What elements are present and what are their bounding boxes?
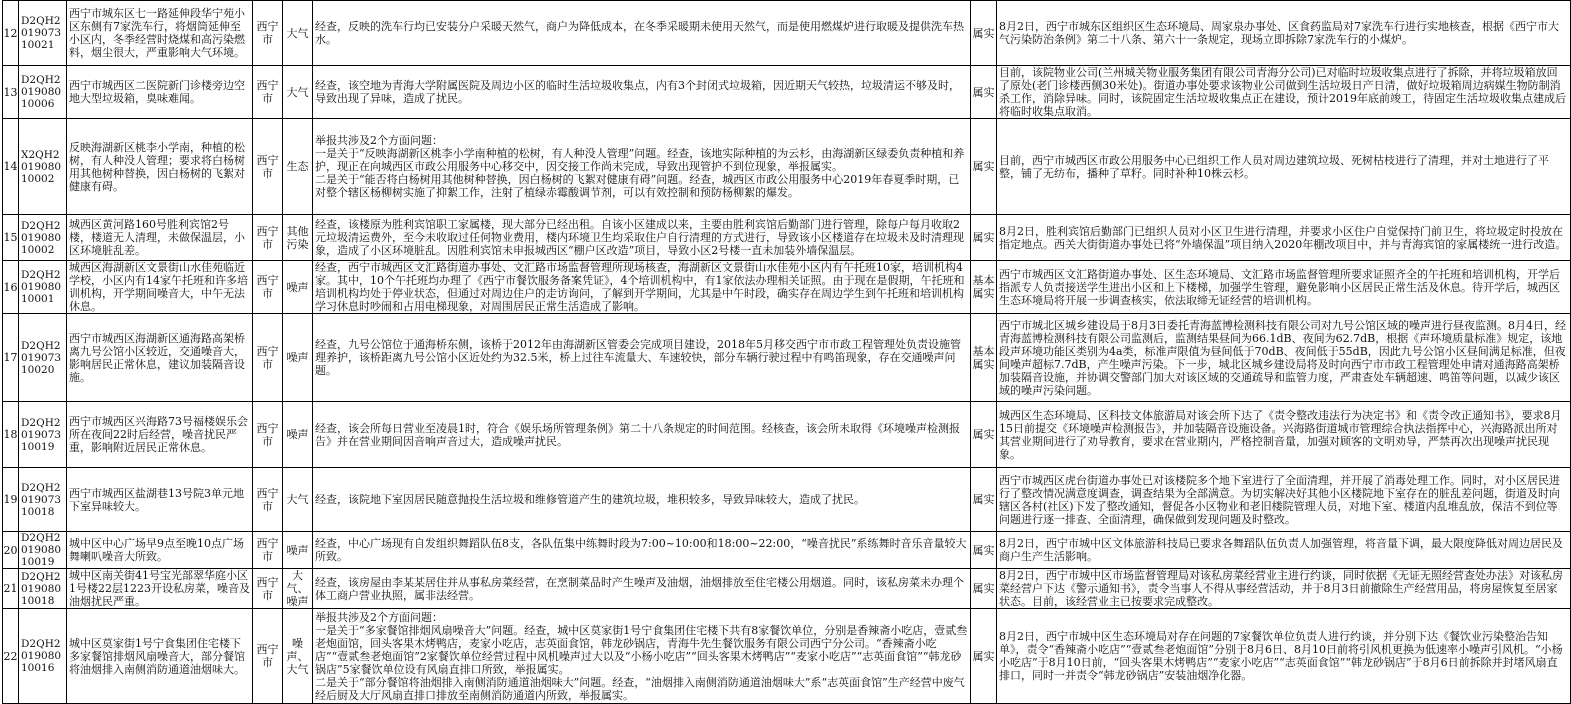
- handling-result-text: 8月2日，西宁市城中区文体旅游科技局已要求各舞蹈队伍负责人加强管理，将音量下调，最大限度降低对周边居民及商户生产生活影响。: [999, 537, 1563, 563]
- complaint-issue-text: 西宁市城西区盐湖巷13号院3单元地下室异味较大。: [69, 486, 244, 513]
- handling-result: [997, 119, 1571, 215]
- city-name: [253, 119, 283, 215]
- complaint-issue-text: 城中区中心广场早9点至晚10点广场舞喇叭噪音大所致。: [69, 537, 244, 563]
- case-code-text: D2QH201908010016: [21, 638, 62, 674]
- row-number: [3, 119, 19, 215]
- complaint-issue-text: 城中区南关街41号宝光部翠华庭小区1号楼22层1223开设私房菜，噪音及油烟扰民严重。: [69, 569, 250, 608]
- handling-result-text: 8月2日，胜利宾馆后勤部门已组织人员对小区卫生进行清理，并要求小区住户自觉保持门前卫生，将垃圾定时投放在指定地点。西关大街街道办事处已将“外墙保温”项目纳入2020年棚改项目中，并与青海宾馆的家属楼统一进行改造。: [999, 224, 1567, 251]
- verification-status-text: 基本属实: [972, 274, 995, 300]
- investigation-content: [313, 314, 971, 402]
- pollution-type: [283, 314, 313, 402]
- city-name-text: 西宁市: [256, 79, 279, 105]
- investigation-content-text: 经查，该院地下室因居民随意抛投生活垃圾和维修管道产生的建筑垃圾，堆积较多，导致异味较大，造成了扰民。: [315, 493, 865, 506]
- table-row: [3, 314, 1571, 402]
- verification-status-text: 属实: [972, 493, 995, 506]
- verification-status: [971, 1, 997, 66]
- city-name-text: 西宁市: [256, 224, 279, 251]
- pollution-type: [283, 119, 313, 215]
- pollution-type: [283, 402, 313, 468]
- complaint-table: [2, 0, 1571, 704]
- verification-status-text: 属实: [972, 85, 995, 99]
- pollution-type-text: 生态: [286, 160, 309, 173]
- row-number-text: 13: [3, 85, 18, 99]
- handling-result: [997, 1, 1571, 66]
- case-code-text: D2QH201908010018: [21, 570, 62, 607]
- verification-status: [971, 532, 997, 569]
- city-name: [253, 609, 283, 704]
- pollution-type: [283, 609, 313, 704]
- case-code-text: D2QH201908010019: [21, 532, 62, 568]
- pollution-type: [283, 261, 313, 314]
- handling-result-text: 8月2日，西宁市城东区组织区生态环境局、周家泉办事处、区食药监局对7家洗车行进行实地核查，根据《西宁市大气污染防治条例》第二十八条、第六十一条规定，现场立即拆除7家洗车行的小煤炉。: [999, 20, 1559, 46]
- verification-status: [971, 261, 997, 314]
- table-row: [3, 468, 1571, 532]
- city-name-text: 西宁市: [256, 274, 279, 300]
- complaint-issue-text: 城西区海湖新区文景街山水佳苑临近学校，小区内有14家午托班和许多培训机构，开学期间噪音大，中午无法休息。: [69, 261, 248, 313]
- verification-status: [971, 402, 997, 468]
- handling-result: [997, 314, 1571, 402]
- row-number-text: 22: [3, 649, 18, 663]
- handling-result-text: 城西区生态环境局、区科技文体旅游局对该会所下达了《责令整改违法行为决定书》和《责令改正通知书》，要求8月15日前提交《环境噪声检测报告》，并加装隔音设施设备。兴海路街道城市管理综合执法指挥中心，兴海路派出所对其营业期间进行了劝导教育，要求在营业期内，严格控制音量，加强对顾客的文明劝导，严禁再次出现噪声扰民现象。: [999, 408, 1562, 461]
- handling-result: [997, 402, 1571, 468]
- pollution-type: [283, 215, 313, 261]
- pollution-type: [283, 468, 313, 532]
- case-code-text: D2QH201908010002: [21, 219, 62, 256]
- handling-result: [997, 609, 1571, 704]
- row-number-text: 15: [3, 231, 18, 244]
- city-name: [253, 66, 283, 119]
- investigation-content-text: 举报共涉及2个方面问题： 一是关于“反映海湖新区桃李小学南种植的松树，有人种没人管理”问题。经查，该地实际种植的为云杉，由海湖新区绿委负责种植和养护，现正在向城西区市政公用服务中心移交中，因交接工作尚未完成，导致出现管护不到位现象，举报属实。 二是关于“能否将白杨树用其他树种替换，因白杨树的飞絮对健康有碍”问题。经查，城西区市政公用服务中心2019年春夏季时期，已对整个辖区杨柳树实施了抑絮工作，注射了植绿赤霉酸调节剂，可以有效控制和预防杨柳絮的爆发。: [315, 134, 965, 199]
- pollution-type-text: 噪声: [286, 280, 309, 294]
- complaint-issue-text: 西宁市城西区海湖新区通海路高架桥离九号公馆小区较近，交通噪音大，影响居民正常休息，建议加装隔音设施。: [69, 331, 245, 384]
- complaint-issue: [67, 609, 253, 704]
- case-code-text: D2QH201908010001: [21, 269, 62, 305]
- complaint-issue-text: 反映海湖新区桃李小学南，种植的松树，有人种没人管理；要求将白杨树用其他树种替换，因白杨树的飞絮对健康有碍。: [69, 140, 245, 193]
- verification-status-text: 属实: [972, 160, 995, 173]
- investigation-content: [313, 468, 971, 532]
- verification-status-text: 属实: [972, 649, 995, 663]
- case-code: [19, 261, 67, 314]
- verification-status-text: 属实: [972, 26, 995, 40]
- pollution-type: [283, 1, 313, 66]
- investigation-content: [313, 261, 971, 314]
- verification-status-text: 属实: [972, 543, 995, 557]
- pollution-type-text: 大气: [286, 26, 309, 40]
- complaint-issue: [67, 261, 253, 314]
- city-name: [253, 532, 283, 569]
- verification-status-text: 基本属实: [972, 344, 995, 371]
- city-name: [253, 215, 283, 261]
- pollution-type-text: 大气: [286, 85, 309, 99]
- complaint-issue-text: 西宁市城西区二医院新门诊楼旁边空地大型垃圾箱，臭味难闻。: [69, 79, 245, 105]
- complaint-issue: [67, 1, 253, 66]
- verification-status: [971, 609, 997, 704]
- table-row: [3, 261, 1571, 314]
- verification-status: [971, 119, 997, 215]
- verification-status: [971, 569, 997, 609]
- verification-status: [971, 66, 997, 119]
- city-name-text: 西宁市: [256, 20, 279, 46]
- handling-result-text: 西宁市城西区虎台街道办事处已对该楼院多个地下室进行了全面清理，并开展了消毒处理工作。同时，对小区居民进行了整改情况满意度调查，调查结果为全部满意。为切实解决好其他小区楼院地下室存在的脏乱差问题，街道及时向辖区各村(社区)下发了整改通知，督促各小区物业和老旧楼院管理人员，对地下室、楼道内乱堆乱放，保洁不到位等问题进行逐一排查、全面清理，确保做到发现问题及时整改。: [999, 473, 1560, 526]
- handling-result: [997, 569, 1571, 609]
- handling-result: [997, 261, 1571, 314]
- row-number: [3, 314, 19, 402]
- row-number-text: 17: [3, 351, 18, 364]
- complaint-issue: [67, 532, 253, 569]
- pollution-type: [283, 569, 313, 609]
- pollution-type-text: 噪声、大气: [286, 636, 309, 676]
- row-number-text: 19: [3, 493, 18, 506]
- table-row: [3, 119, 1571, 215]
- row-number: [3, 261, 19, 314]
- complaint-issue: [67, 119, 253, 215]
- investigation-content: [313, 532, 971, 569]
- city-name-text: 西宁市: [256, 486, 279, 513]
- complaint-issue-text: 西宁市城西区兴海路73号福楼娱乐会所在夜间22时后经营，噪音扰民严重，影响附近居民正常休息。: [69, 415, 248, 454]
- case-code: [19, 569, 67, 609]
- pollution-type: [283, 66, 313, 119]
- verification-status-text: 属实: [972, 582, 995, 595]
- handling-result: [997, 66, 1571, 119]
- city-name: [253, 468, 283, 532]
- handling-result: [997, 532, 1571, 569]
- pollution-type: [283, 532, 313, 569]
- row-number-text: 21: [3, 582, 18, 595]
- row-number-text: 16: [3, 280, 18, 294]
- investigation-content: [313, 66, 971, 119]
- city-name: [253, 402, 283, 468]
- complaint-issue-text: 西宁市城东区七一路延伸段华宁苑小区东侧有7家洗车行，将烟筒延伸至小区内，冬季经营时烧煤和高污染燃料，烟尘很大，严重影响大气环境。: [69, 7, 245, 59]
- city-name-text: 西宁市: [256, 537, 279, 563]
- row-number-text: 20: [3, 543, 18, 557]
- investigation-content: [313, 402, 971, 468]
- investigation-content: [313, 119, 971, 215]
- handling-result-text: 西宁市城北区城乡建设局于8月3日委托青海蓝博检测科技有限公司对九号公馆区域的噪声进行昼夜监测。8月4日，经青海蓝博检测科技有限公司监测后，监测结果昼间为66.1dB、夜间为62.7dB，根据《声环境质量标准》规定，该地段声环境功能区类别为4a类，标准声限值为昼间低于70dB、夜间低于55dB，因此九号公馆小区昼间满足标准，但夜间噪声超标7.7dB，产生噪声污染。下一步，城北区城乡建设局将及时向西宁市市政工程管理处申请对通海路高架桥加装隔音设施，并协调交警部门加大对该区域的交通疏导和监管力度，严肃查处车辆超速、鸣笛等问题，以减少该区域的噪声污染问题。: [999, 318, 1566, 397]
- pollution-type-text: 噪声: [286, 351, 309, 364]
- row-number: [3, 609, 19, 704]
- pollution-type-text: 大气: [286, 493, 309, 506]
- handling-result: [997, 215, 1571, 261]
- handling-result-text: 目前，该院物业公司(兰州城关物业服务集团有限公司青海分公司)已对临时垃圾收集点进行了拆除，并将垃圾箱放回了原处(老门诊楼西侧30米处)。街道办事处要求该物业公司做到生活垃圾日产日清，做好垃圾箱周边病媒生物防制消杀工作，消除异味。同时，该院固定生活垃圾收集点正在建设，预计2019年底前竣工，待固定生活垃圾收集点建成后将临时收集点取消。: [999, 66, 1566, 118]
- row-number: [3, 215, 19, 261]
- handling-result-text: 8月2日，西宁市城中区生态环境局对存在问题的7家餐饮单位负责人进行约谈，并分别下达《餐饮业污染整治告知单》，责令“香辣斋小吃店”“壹贰叁老炮面馆”分别于8月6日、8月10日前将引风机更换为低速率小噪声引风机。“小杨小吃店”于8月10日前，“回头客果木烤鸭店”“麦家小吃店”“志英面食馆”“韩龙砂锅店”于8月6日前拆除并封堵风扇直排口，同时一并责令“韩龙砂锅店”安装油烟净化器。: [999, 630, 1563, 682]
- case-code: [19, 66, 67, 119]
- city-name-text: 西宁市: [256, 643, 279, 669]
- investigation-content-text: 经查，西宁市城西区文汇路街道办事处、文汇路市场监督管理所现场核查，海湖新区文景街山水佳苑小区内有午托班10家，培训机构4家。其中，10个午托班均办理了《西宁市餐饮服务备案凭证》，4个培训机构中，有1家依法办理相关证照。由于现在是假期，午托班和培训机构均处于停业状态，但通过对周边住户的走访询问，了解到开学期间，尤其是中午时段，确实存在周边学生到午托班和培训机构学习休息时吵闹和占用电梯现象，对周围居民正常生活造成了影响。: [315, 261, 965, 313]
- case-code-text: D2QH201907310019: [21, 416, 62, 453]
- city-name-text: 西宁市: [256, 153, 279, 180]
- table-row: [3, 1, 1571, 66]
- row-number-text: 14: [3, 160, 18, 173]
- pollution-type-text: 其他污染: [286, 224, 309, 251]
- city-name-text: 西宁市: [256, 421, 279, 448]
- row-number: [3, 66, 19, 119]
- investigation-content-text: 举报共涉及2个方面问题： 一是关于“多家餐馆排烟风扇噪音大”问题。经查，城中区莫家街1号宁食集团住宅楼下共有8家餐饮单位，分别是香辣斋小吃店，壹贰叁老炮面馆，回头客果木烤鸭店，麦家小吃店，志英面食馆，韩龙砂锅店，青海牛先生餐饮服务有限公司西宁分公司。“香辣斋小吃店”“壹贰叁老炮面馆”2家餐饮单位经营过程中风机噪声过大以及“小杨小吃店”“回头客果木烤鸭店”“麦家小吃店”“志英面食馆”“韩龙砂锅店”5家餐饮单位设有风扇直排口所致，举报属实。 二是关于“部分餐馆将油烟排入南侧消防通道油烟味大”问题。经查，“油烟排入南侧消防通道油烟味大”系“志英面食馆”生产经营中废气经后厨及大厅风扇直排口排放至南侧消防通道内所致，举报属实。: [315, 610, 968, 702]
- handling-result-text: 西宁市城西区文汇路街道办事处、区生态环境局、文汇路市场监督管理所要求证照齐全的午托班和培训机构，开学后指派专人负责接送学生进出小区和上下楼梯，加强学生管理，避免影响小区居民正常生活及休息。待开学后，城西区生态环境局将开展一步调查核实，依法取缔无证经营的培训机构。: [999, 267, 1560, 307]
- complaint-issue: [67, 468, 253, 532]
- complaint-issue-text: 城中区莫家街1号宁食集团住宅楼下多家餐馆排烟风扇噪音大，部分餐馆将油烟排入南侧消防通道油烟味大。: [69, 636, 245, 676]
- city-name-text: 西宁市: [256, 575, 279, 602]
- city-name: [253, 569, 283, 609]
- pollution-type-text: 噪声: [286, 428, 309, 441]
- verification-status-text: 属实: [972, 428, 995, 441]
- case-code: [19, 314, 67, 402]
- complaint-issue-text: 城西区黄河路160号胜利宾馆2号楼，楼道无人清理，未做保温层，小区环境脏乱差。: [69, 218, 245, 257]
- investigation-content-text: 经查，九号公馆位于通海桥东侧，该桥于2012年由海湖新区管委会完成项目建设，2018年5月移交西宁市市政工程管理处负责设施管理养护，该桥距离九号公馆小区近处约为32.5米，桥上过往车流量大、车速较快，部分车辆行驶过程中有鸣笛现象，存在交通噪声问题。: [315, 338, 961, 377]
- investigation-content-text: 经查，该会所每日营业至凌晨1时，符合《娱乐场所管理条例》第二十八条规定的时间范围。经核查，该会所未取得《环境噪声检测报告》并在营业期间因音响声音过大，造成噪声扰民。: [315, 421, 960, 448]
- handling-result-text: 目前，西宁市城西区市政公用服务中心已组织工作人员对周边建筑垃圾、死树枯枝进行了清理，并对土地进行了平整，铺了无纺布，播种了草籽。同时补种10株云杉。: [999, 153, 1549, 180]
- investigation-content-text: 经查，该空地为青海大学附属医院及周边小区的临时生活垃圾收集点，内有3个封闭式垃圾箱，因近期天气较热，垃圾清运不够及时，导致出现了异味，造成了扰民。: [315, 79, 960, 105]
- row-number: [3, 1, 19, 66]
- case-code: [19, 532, 67, 569]
- investigation-content: [313, 1, 971, 66]
- table-row: [3, 66, 1571, 119]
- investigation-content: [313, 609, 971, 704]
- investigation-content-text: 经查，该房屋由李某某居住并从事私房菜经营，在烹制菜品时产生噪声及油烟，油烟排放至住宅楼公用烟道。同时，该私房菜未办理个体工商户营业执照，属非法经营。: [315, 575, 964, 602]
- investigation-content: [313, 215, 971, 261]
- case-code: [19, 215, 67, 261]
- row-number: [3, 569, 19, 609]
- city-name: [253, 314, 283, 402]
- case-code-text: D2QH201907310020: [21, 339, 62, 376]
- case-code-text: D2QH201907310018: [21, 481, 62, 518]
- handling-result-text: 8月2日，西宁市城中区市场监督管理局对该私房菜经营业主进行约谈，同时依据《无证无照经营查处办法》对该私房菜经营户下达《警示通知书》，责令当事人不得从事经营活动，并于8月3日前撤除生产经营用品，将房屋恢复至居家状态。目前，该经营业主已按要求完成整改。: [999, 569, 1563, 608]
- handling-result: [997, 468, 1571, 532]
- case-code-text: D2QH201908010006: [21, 74, 62, 110]
- row-number: [3, 468, 19, 532]
- complaint-issue: [67, 314, 253, 402]
- pollution-type-text: 大气、噪声: [286, 569, 309, 608]
- case-code-text: D2QH201907310021: [21, 15, 62, 51]
- table-row: [3, 402, 1571, 468]
- case-code: [19, 402, 67, 468]
- city-name-text: 西宁市: [256, 344, 279, 371]
- verification-status: [971, 215, 997, 261]
- case-code: [19, 468, 67, 532]
- table-row: [3, 609, 1571, 704]
- investigation-content-text: 经查，反映的洗车行均已安装分户采暖天然气，商户为降低成本，在冬季采暖期未使用天然气，而是使用燃煤炉进行取暖及提供洗车热水。: [315, 20, 964, 46]
- verification-status-text: 属实: [972, 231, 995, 244]
- complaint-issue: [67, 569, 253, 609]
- investigation-content-text: 经查，中心广场现有自发组织舞蹈队伍8支，各队伍集中练舞时段为7:00~10:00和18:00~22:00，“噪音扰民”系练舞时音乐音量较大所致。: [315, 537, 967, 563]
- pollution-type-text: 噪声: [286, 543, 309, 557]
- row-number: [3, 402, 19, 468]
- complaint-issue: [67, 215, 253, 261]
- table-row: [3, 532, 1571, 569]
- verification-status: [971, 468, 997, 532]
- case-code-text: X2QH201908010002: [21, 148, 62, 185]
- city-name: [253, 1, 283, 66]
- table-row: [3, 215, 1571, 261]
- investigation-content: [313, 569, 971, 609]
- table-row: [3, 569, 1571, 609]
- investigation-content-text: 经查，该楼原为胜利宾馆职工家属楼，现大部分已经出租。自该小区建成以来，主要由胜利宾馆后勤部门进行管理，除每户每月收取2元垃圾清运费外，至今未收取过任何物业费用，楼内环境卫生均采取住户自行清理的方式进行，导致该小区楼道存在垃圾未及时清理现象，造成了小区环境脏乱。因胜利宾馆未申报城西区“棚户区改造”项目，导致小区2号楼一直未加装外墙保温层。: [315, 218, 964, 257]
- case-code: [19, 1, 67, 66]
- row-number-text: 18: [3, 428, 18, 441]
- verification-status: [971, 314, 997, 402]
- city-name: [253, 261, 283, 314]
- case-code: [19, 119, 67, 215]
- complaint-issue: [67, 402, 253, 468]
- case-code: [19, 609, 67, 704]
- row-number-text: 12: [3, 26, 18, 40]
- complaint-issue: [67, 66, 253, 119]
- row-number: [3, 532, 19, 569]
